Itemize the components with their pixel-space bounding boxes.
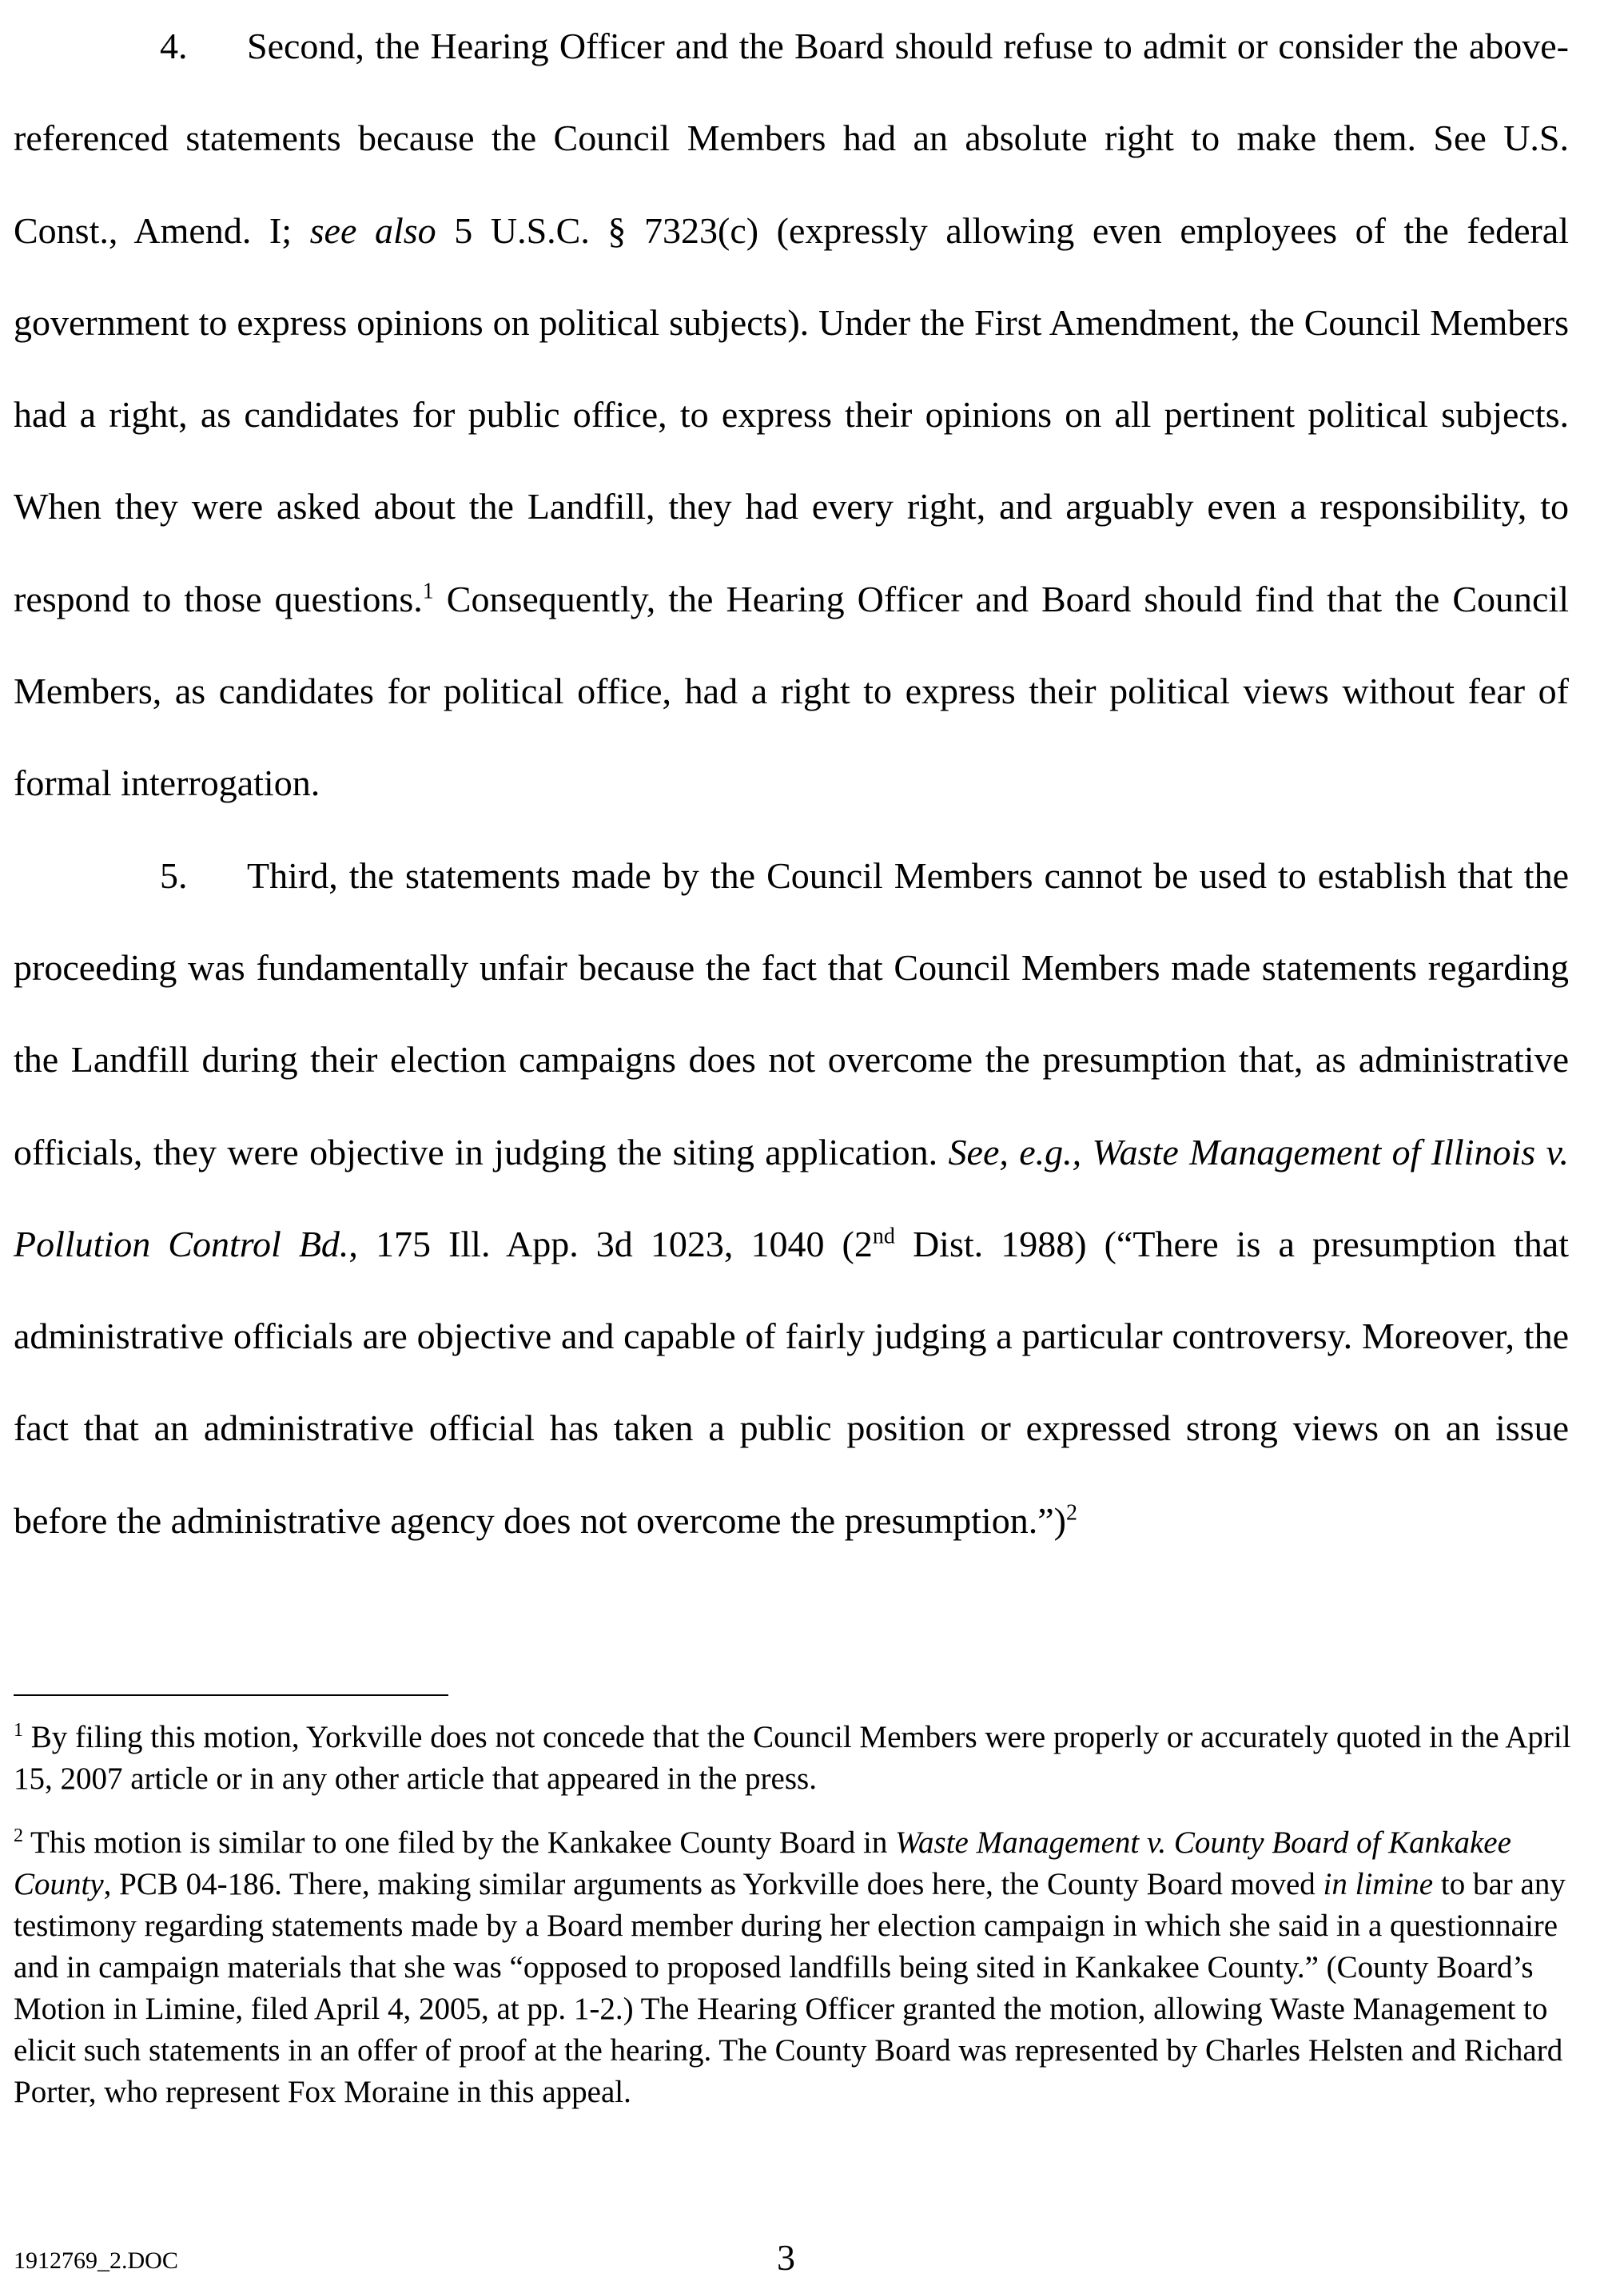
case-citation: See, e.g., Waste Management of Illinois v. Pollution Control Bd. xyxy=(14,1131,1569,1264)
paragraph-number: 5. xyxy=(160,854,188,896)
footnote-text: By filing this motion, Yorkville does not concede that the Council Members were properly or accurately quoted in the April 15, 2007 article or in any other article that appeared in the press. xyxy=(14,1720,1571,1796)
footnote-1 xyxy=(14,1717,1572,1800)
latin-term: in limine xyxy=(1323,1867,1434,1901)
footnote-text: , PCB 04-186. There, making similar arguments as Yorkville does here, the County Board moved xyxy=(103,1867,1323,1901)
paragraph-text: Consequently, the Hearing Officer and Board should find that the Council Members, as candidates for political office, had a right to express their political views without fear of formal interrogation. xyxy=(14,578,1570,804)
paragraph-number: 4. xyxy=(160,26,188,66)
footnote-ref-2: 2 xyxy=(1065,1500,1077,1526)
footnote-text: This motion is similar to one filed by the Kankakee County Board in xyxy=(23,1825,896,1860)
footnotes xyxy=(14,1717,1572,2136)
case-citation: Waste Management v. County Board of Kankakee County xyxy=(14,1825,1511,1901)
footnote-ref-1: 1 xyxy=(422,579,434,604)
citation-signal: see also xyxy=(309,209,436,251)
footnote-separator xyxy=(14,1694,448,1696)
paragraph-text: 5 U.S.C. § 7323(c) (expressly allowing even employees of the federal government to express opinions on political subjects). Under the First Amendment, the Council Members had a right, as candidates for public office, to express their opinions on all pertinent political subjects. When they were asked about the Landfill, they had every right, and arguably even a responsibility, to respond to those questions. xyxy=(14,209,1569,619)
paragraph-text: Third, the statements made by the Council Members cannot be used to establish that the proceeding was fundamentally unfair because the fact that Council Members made statements regarding the Landfill during their election campaigns does not overcome the presumption that, as administrative officials, they were objective in judging the siting application. xyxy=(14,854,1569,1172)
footnote-text: to bar any testimony regarding statements made by a Board member during her election campaign in which she said in a questionnaire and in campaign materials that she was “opposed to proposed landfills being sited in Kankakee County.” (County Board’s Motion in Limine, filed April 4, 2005, at pp. 1-2.) The Hearing Officer granted the motion, allowing Waste Management to elicit such statements in an offer of proof at the hearing. The County Board was represented by Charles Helsten and Richard Porter, who represent Fox Moraine in this appeal. xyxy=(14,1867,1566,2109)
paragraph-4 xyxy=(14,0,1569,830)
footnote-marker: 1 xyxy=(14,1720,23,1741)
document-id: 1912769_2.DOC xyxy=(14,2247,178,2274)
paragraph-text: , 175 Ill. App. 3d 1023, 1040 (2 xyxy=(348,1223,873,1264)
footnote-marker: 2 xyxy=(14,1825,23,1846)
ordinal-suffix: nd xyxy=(872,1224,895,1249)
paragraph-text: Dist. 1988) (“There is a presumption that administrative officials are objective and capable of fairly judging a particular controversy. Moreover, the fact that an administrative official has taken a public position or expressed strong views on an issue before the administrative agency does not overcome the presumption.”) xyxy=(14,1223,1569,1541)
footnote-2 xyxy=(14,1822,1572,2113)
paragraph-text: Second, the Hearing Officer and the Board should refuse to admit or consider the above-referenced statements because the Council Members had an absolute right to make them. See U.S. Const., Amend. I; xyxy=(14,26,1569,251)
page-number: 3 xyxy=(777,2237,795,2278)
body-text xyxy=(14,0,1569,1566)
paragraph-5 xyxy=(14,830,1569,1566)
